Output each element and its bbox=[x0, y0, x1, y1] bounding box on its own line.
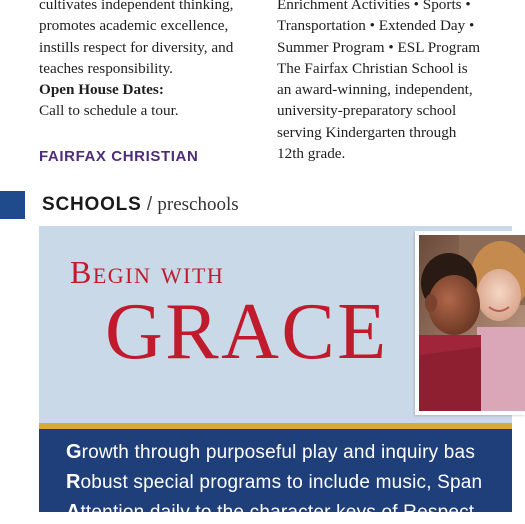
listing-heading: FAIRFAX CHRISTIAN bbox=[39, 148, 199, 165]
acrostic-band bbox=[39, 429, 512, 523]
acrostic-initial: R bbox=[66, 471, 81, 493]
acrostic-initial: A bbox=[66, 501, 81, 523]
body-line: 12th grade. bbox=[277, 145, 346, 163]
open-house-label: Open House Dates: bbox=[39, 81, 164, 99]
body-line: an award-winning, independent, bbox=[277, 81, 473, 99]
open-house-text: Call to schedule a tour. bbox=[39, 102, 179, 120]
ad-photo-frame bbox=[415, 231, 525, 415]
acrostic-text: obust special programs to include music, Span bbox=[80, 472, 483, 493]
children-photo bbox=[419, 235, 525, 411]
acrostic-line bbox=[66, 471, 482, 494]
section-title: SCHOOLS bbox=[42, 194, 142, 215]
acrostic-initial: G bbox=[66, 441, 82, 463]
body-line: serving Kindergarten through bbox=[277, 123, 457, 141]
grace-advertisement bbox=[39, 226, 512, 523]
ad-headline-large: GRACE bbox=[105, 288, 389, 376]
acrostic-line bbox=[66, 501, 474, 524]
right-column bbox=[277, 0, 512, 164]
acrostic-line bbox=[66, 441, 475, 464]
acrostic-text: ttention daily to the character keys of Respect bbox=[80, 502, 475, 523]
acrostic-text: rowth through purposeful play and inquiry bas bbox=[81, 442, 476, 463]
body-line: Transportation • Extended Day • bbox=[277, 17, 475, 35]
ad-headline-small: Begin with bbox=[70, 254, 225, 290]
section-header bbox=[42, 194, 239, 216]
body-line: cultivates independent thinking, bbox=[39, 0, 234, 13]
body-line: teaches responsibility. bbox=[39, 59, 173, 77]
body-line: Summer Program • ESL Program bbox=[277, 38, 481, 56]
section-tab-marker bbox=[0, 191, 25, 219]
body-line: Enrichment Activities • Sports • bbox=[277, 0, 471, 13]
body-line: university-preparatory school bbox=[277, 102, 457, 120]
body-line: The Fairfax Christian School is bbox=[277, 59, 468, 77]
section-subtitle: preschools bbox=[157, 194, 239, 215]
left-column bbox=[39, 0, 264, 122]
section-separator: / bbox=[141, 194, 158, 215]
body-line: instills respect for diversity, and bbox=[39, 38, 234, 56]
body-line: promotes academic excellence, bbox=[39, 17, 229, 35]
